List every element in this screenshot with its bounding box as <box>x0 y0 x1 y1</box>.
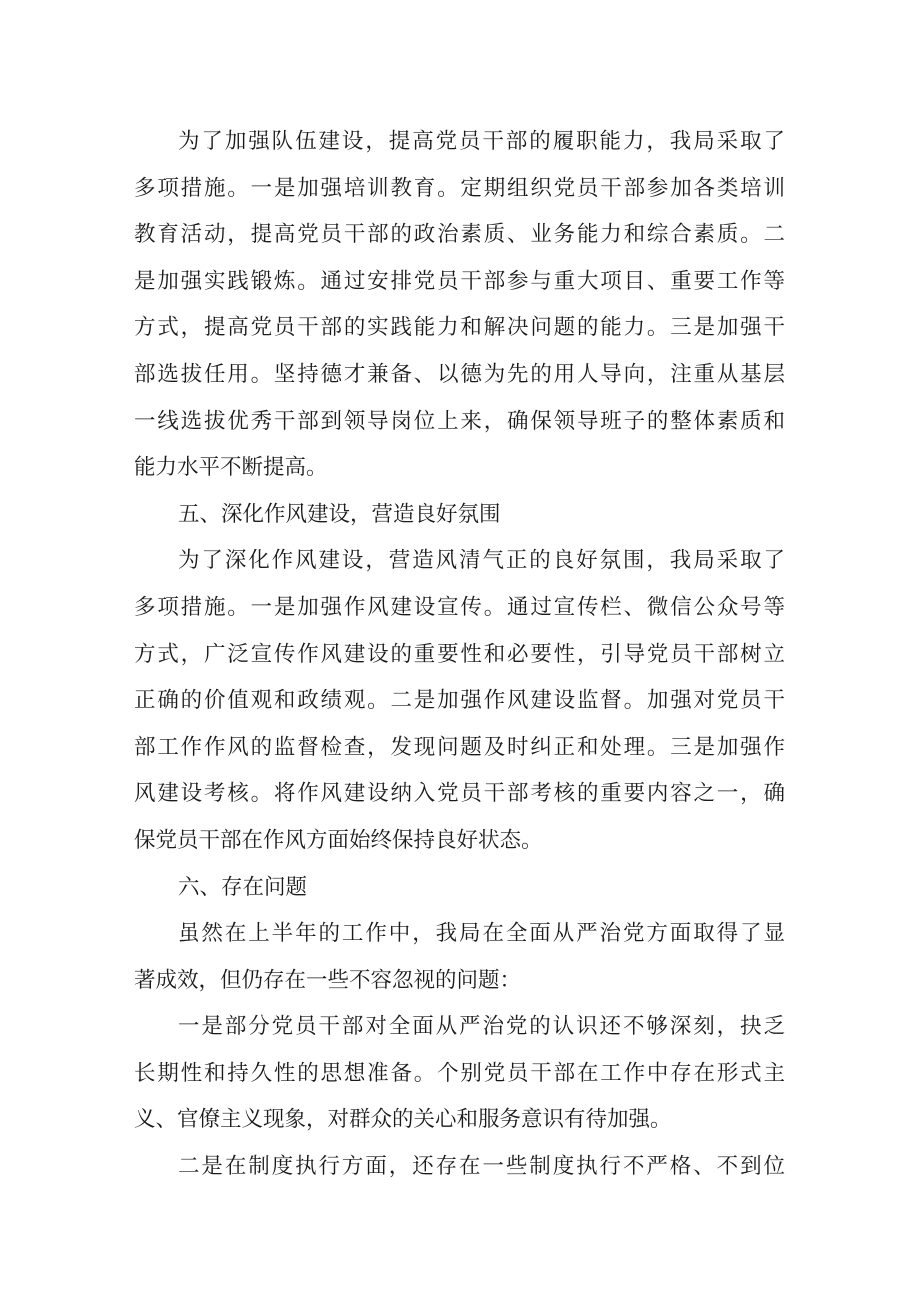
text-line: 部选拔任用。坚持德才兼备、以德为先的用人导向，注重从基层 <box>134 361 785 387</box>
text-line: 部工作作风的监督检查，发现问题及时纠正和处理。三是加强作 <box>134 734 785 760</box>
text-line: 义、官僚主义现象，对群众的关心和服务意识有待加强。 <box>134 1107 672 1133</box>
text-line: 方式，广泛宣传作风建设的重要性和必要性，引导党员干部树立 <box>134 641 785 667</box>
document-page <box>134 119 785 1191</box>
document-body <box>134 119 785 1191</box>
text-line: 保党员干部在作风方面始终保持良好状态。 <box>134 827 543 853</box>
text-line: 风建设考核。将作风建设纳入党员干部考核的重要内容之一，确 <box>134 781 785 807</box>
text-line: 多项措施。一是加强培训教育。定期组织党员干部参加各类培训 <box>134 175 785 201</box>
text-line: 六、存在问题 <box>178 874 308 900</box>
text-line: 长期性和持久性的思想准备。个别党员干部在工作中存在形式主 <box>134 1060 785 1086</box>
text-line: 是加强实践锻炼。通过安排党员干部参与重大项目、重要工作等 <box>134 268 785 294</box>
text-line: 多项措施。一是加强作风建设宣传。通过宣传栏、微信公众号等 <box>134 594 785 620</box>
text-line: 教育活动，提高党员干部的政治素质、业务能力和综合素质。二 <box>134 222 785 248</box>
text-line: 一是部分党员干部对全面从严治党的认识还不够深刻，抉乏 <box>178 1014 785 1040</box>
text-line: 虽然在上半年的工作中，我局在全面从严治党方面取得了显 <box>178 921 785 947</box>
text-line: 能力水平不断提高。 <box>134 455 328 481</box>
text-line: 著成效，但仍存在一些不容忽视的问题： <box>134 967 522 993</box>
text-line: 二是在制度执行方面，还存在一些制度执行不严格、不到位 <box>178 1154 785 1180</box>
text-line: 为了加强队伍建设，提高党员干部的履职能力，我局采取了 <box>178 129 785 154</box>
text-line: 为了深化作风建设，营造风清气正的良好氛围，我局采取了 <box>178 548 785 574</box>
text-line: 方式，提高党员干部的实践能力和解决问题的能力。三是加强干 <box>134 315 785 341</box>
text-line: 正确的价值观和政绩观。二是加强作风建设监督。加强对党员干 <box>134 688 785 714</box>
text-line: 一线选拔优秀干部到领导岗位上来，确保领导班子的整体素质和 <box>134 408 785 434</box>
text-line: 五、深化作风建设，营造良好氛围 <box>178 501 501 527</box>
